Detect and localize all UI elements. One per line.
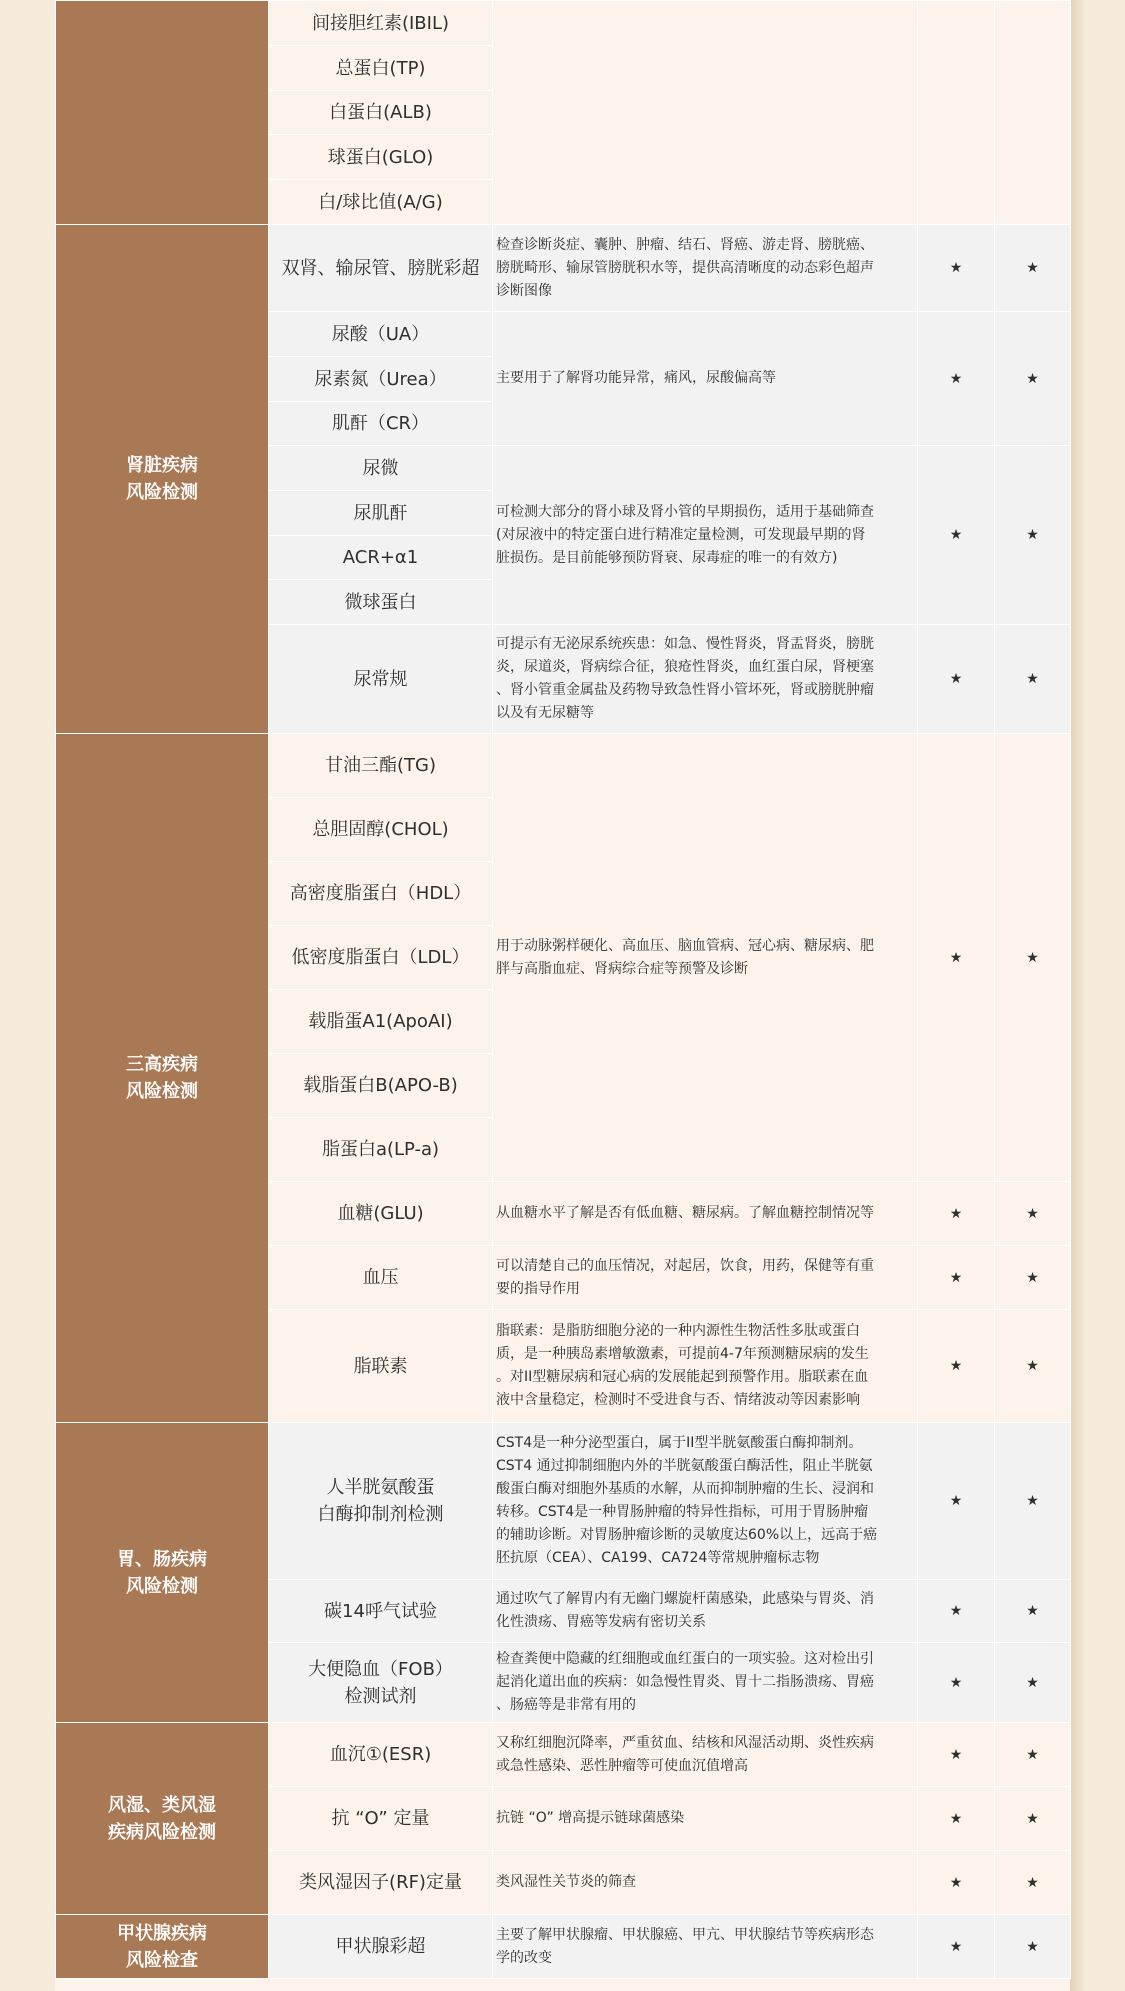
star-mark-col2: ★ <box>995 1851 1071 1915</box>
description-line: 或急性感染、恶性肿瘤等可使血沉值增高 <box>496 1757 748 1774</box>
description-line: 转移。CST4是一种胃肠肿瘤的特异性指标，可用于胃肠肿瘤 <box>496 1504 869 1520</box>
star-mark-col2: ★ <box>995 446 1071 625</box>
item-name: 总蛋白(TP) <box>335 57 426 79</box>
description-line: 抗链 “O” 增高提示链球菌感染 <box>496 1810 685 1826</box>
description-line: CST4是一种分泌型蛋白，属于II型半胱氨酸蛋白酶抑制剂。 <box>496 1435 863 1451</box>
description-line: 脂联素：是脂肪细胞分泌的一种内源性生物活性多肽或蛋白 <box>496 1323 860 1339</box>
item-name-cell <box>269 625 493 734</box>
description-cell <box>493 1851 918 1915</box>
item-name: 甘油三酯(TG) <box>325 755 436 776</box>
item-name-cell <box>269 1915 493 1979</box>
table-row <box>56 1 1071 46</box>
item-name: 低密度脂蛋白（LDL） <box>291 947 470 968</box>
item-name-cell <box>269 402 493 446</box>
star-mark-col1: ★ <box>918 1423 995 1580</box>
item-name-cell <box>269 225 493 312</box>
description-line: 检查粪便中隐藏的红细胞或血红蛋白的一项实验。这对检出引 <box>496 1651 874 1667</box>
category-label: 风险检查 <box>126 1949 198 1971</box>
description-line: 膀胱畸形、输尿管膀胱积水等，提供高清晰度的动态彩色超声 <box>496 259 874 276</box>
description-cell <box>493 1723 918 1787</box>
item-name: 大便隐血（FOB） <box>308 1658 453 1680</box>
star-mark-col1: ★ <box>918 446 995 625</box>
description-line: CST4 通过抑制细胞内外的半胱氨酸蛋白酶活性，阻止半胱氨 <box>496 1458 873 1474</box>
category-cell <box>56 1 269 225</box>
star-mark-col2 <box>995 1 1071 225</box>
category-cell <box>56 1423 269 1723</box>
item-name: 载脂蛋白B(APO-B) <box>303 1075 458 1096</box>
star-mark-col2: ★ <box>995 1643 1071 1723</box>
star-mark-col1: ★ <box>918 1182 995 1246</box>
star-mark-col2: ★ <box>995 1423 1071 1580</box>
item-name: 白/球比值(A/G) <box>318 191 443 213</box>
star-mark-col1: ★ <box>918 1851 995 1915</box>
star-mark-col2: ★ <box>995 225 1071 312</box>
sheet-edge-shadow <box>1070 0 1086 1991</box>
item-name-cell <box>269 312 493 357</box>
description-line: 又称红细胞沉降率，严重贫血、结核和风湿活动期、炎性疾病 <box>496 1734 874 1751</box>
description-cell <box>493 446 918 625</box>
category-label: 风湿、类风湿 <box>108 1794 216 1816</box>
item-name: 尿微 <box>362 457 399 479</box>
star-mark-col1: ★ <box>918 1723 995 1787</box>
star-mark-col1: ★ <box>918 1787 995 1851</box>
description-cell <box>493 1580 918 1643</box>
star-mark-col2: ★ <box>995 1246 1071 1310</box>
item-name: 双肾、输尿管、膀胱彩超 <box>281 257 480 279</box>
description-line: 液中含量稳定，检测时不受进食与否、情绪波动等因素影响 <box>496 1392 860 1408</box>
category-cell <box>56 225 269 734</box>
star-mark-col1: ★ <box>918 734 995 1182</box>
description-line: 起消化道出血的疾病：如急慢性胃炎、胃十二指肠溃疡、胃癌 <box>496 1674 874 1690</box>
description-line: (对尿液中的特定蛋白进行精准定量检测，可发现最早期的肾 <box>496 526 866 543</box>
table-row <box>56 1723 1071 1787</box>
item-name: 检测试剂 <box>344 1685 417 1707</box>
description-line: 可提示有无泌尿系统疾患：如急、慢性肾炎，肾盂肾炎，膀胱 <box>496 636 874 652</box>
item-name-cell <box>269 1118 493 1182</box>
description-cell <box>493 225 918 312</box>
description-line: 主要了解甲状腺瘤、甲状腺癌、甲亢、甲状腺结节等疾病形态 <box>496 1926 874 1943</box>
category-label: 甲状腺疾病 <box>117 1922 207 1944</box>
item-name-cell <box>269 1580 493 1643</box>
item-name: 人半胱氨酸蛋 <box>326 1477 435 1498</box>
item-name: 白酶抑制剂检测 <box>317 1504 444 1525</box>
item-name-cell <box>269 1643 493 1723</box>
description-cell <box>493 1643 918 1723</box>
star-mark-col2: ★ <box>995 1580 1071 1643</box>
item-name: 高密度脂蛋白（HDL） <box>289 883 472 904</box>
item-name: 碳14呼气试验 <box>324 1600 437 1622</box>
item-name: 脂蛋白a(LP-a) <box>321 1139 440 1160</box>
item-name-cell <box>269 1851 493 1915</box>
star-mark-col2: ★ <box>995 1915 1071 1979</box>
item-name: 血沉①(ESR) <box>329 1744 432 1765</box>
item-name: 微球蛋白 <box>344 591 417 613</box>
item-name: 间接胆红素(IBIL) <box>311 12 450 34</box>
description-line: 要的指导作用 <box>496 1280 580 1297</box>
item-name: 白蛋白(ALB) <box>329 102 432 123</box>
star-mark-col1: ★ <box>918 1580 995 1643</box>
star-mark-col1: ★ <box>918 1915 995 1979</box>
category-cell <box>56 734 269 1423</box>
description-line: 通过吹气了解胃内有无幽门螺旋杆菌感染，此感染与胃炎、消 <box>496 1591 874 1607</box>
item-name-cell <box>269 798 493 862</box>
description-line: 、肠癌等是非常有用的 <box>496 1697 636 1713</box>
item-name-cell <box>269 734 493 798</box>
description-line: 脏损伤。是目前能够预防肾衰、尿毒症的唯一的有效方) <box>496 549 838 566</box>
description-line: 化性溃疡、胃癌等发病有密切关系 <box>496 1614 706 1630</box>
table-row <box>56 1915 1071 1979</box>
item-name-cell <box>269 1054 493 1118</box>
star-mark-col2: ★ <box>995 734 1071 1182</box>
item-name-cell <box>269 990 493 1054</box>
description-cell <box>493 1246 918 1310</box>
item-name-cell <box>269 862 493 926</box>
table-row <box>56 225 1071 312</box>
item-name: 类风湿因子(RF)定量 <box>299 1872 462 1893</box>
description-line: 检查诊断炎症、囊肿、肿瘤、结石、肾癌、游走肾、膀胱癌、 <box>496 236 874 253</box>
item-name: 血压 <box>362 1267 399 1288</box>
description-line: 、肾小管重金属盐及药物导致急性肾小管坏死，肾或膀胱肿瘤 <box>496 682 874 698</box>
item-name: 尿肌酐 <box>353 502 408 524</box>
description-line: 。对II型糖尿病和冠心病的发展能起到预警作用。脂联素在血 <box>496 1369 869 1385</box>
item-name: 尿酸（UA） <box>331 323 430 345</box>
item-name-cell <box>269 1182 493 1246</box>
item-name: ACR+α1 <box>342 547 419 568</box>
item-name-cell <box>269 180 493 225</box>
item-name-cell <box>269 926 493 990</box>
category-label: 胃、肠疾病 <box>117 1548 207 1570</box>
description-line: 的辅助诊断。对胃肠肿瘤诊断的灵敏度达60%以上，远高于癌 <box>496 1527 878 1543</box>
description-line: 学的改变 <box>496 1949 552 1966</box>
category-label: 疾病风险检测 <box>108 1821 216 1843</box>
description-line: 可以清楚自己的血压情况，对起居，饮食，用药，保健等有重 <box>496 1257 874 1274</box>
description-cell <box>493 1787 918 1851</box>
description-cell <box>493 1310 918 1423</box>
item-name-cell <box>269 46 493 91</box>
item-name-cell <box>269 446 493 491</box>
item-name: 球蛋白(GLO) <box>327 146 434 168</box>
description-cell <box>493 1915 918 1979</box>
table-row <box>56 1423 1071 1580</box>
item-name-cell <box>269 357 493 402</box>
description-line: 酸蛋白酶对细胞外基质的水解，从而抑制肿瘤的生长、浸润和 <box>496 1481 874 1497</box>
description-cell <box>493 1182 918 1246</box>
item-name: 甲状腺彩超 <box>335 1936 426 1957</box>
description-line: 用于动脉粥样硬化、高血压、脑血管病、冠心病、糖尿病、肥 <box>496 937 874 954</box>
description-cell <box>493 312 918 446</box>
star-mark-col1 <box>918 1 995 225</box>
description-cell <box>493 1 918 225</box>
item-name-cell <box>269 91 493 135</box>
description-cell <box>493 1423 918 1580</box>
category-label: 肾脏疾病 <box>126 455 198 476</box>
star-mark-col1: ★ <box>918 1246 995 1310</box>
item-name: 脂联素 <box>353 1355 408 1377</box>
checkup-table-body <box>56 1 1071 1979</box>
description-line: 从血糖水平了解是否有低血糖、糖尿病。了解血糖控制情况等 <box>496 1205 874 1221</box>
star-mark-col1: ★ <box>918 625 995 734</box>
item-name-cell <box>269 1246 493 1310</box>
item-name: 血糖(GLU) <box>337 1203 424 1224</box>
description-line: 炎，尿道炎，肾病综合征，狼疮性肾炎，血红蛋白尿，肾梗塞 <box>496 659 874 675</box>
item-name: 抗 “O” 定量 <box>331 1808 430 1829</box>
item-name-cell <box>269 1423 493 1580</box>
item-name-cell <box>269 1723 493 1787</box>
star-mark-col2: ★ <box>995 1310 1071 1423</box>
checkup-items-table <box>55 0 1071 1979</box>
item-name-cell <box>269 580 493 625</box>
description-cell <box>493 734 918 1182</box>
item-name: 总胆固醇(CHOL) <box>312 819 449 840</box>
category-cell <box>56 1723 269 1915</box>
description-line: 可检测大部分的肾小球及肾小管的早期损伤，适用于基础筛查 <box>496 503 874 520</box>
star-mark-col2: ★ <box>995 312 1071 446</box>
star-mark-col1: ★ <box>918 1643 995 1723</box>
item-name-cell <box>269 1787 493 1851</box>
star-mark-col1: ★ <box>918 225 995 312</box>
star-mark-col2: ★ <box>995 1723 1071 1787</box>
category-label: 风险检测 <box>126 1081 198 1102</box>
star-mark-col2: ★ <box>995 1182 1071 1246</box>
description-line: 胚抗原（CEA）、CA199、CA724等常规肿瘤标志物 <box>496 1550 820 1566</box>
description-line: 诊断图像 <box>496 282 552 299</box>
category-label: 风险检测 <box>126 482 198 503</box>
star-mark-col1: ★ <box>918 1310 995 1423</box>
item-name: 尿常规 <box>353 668 408 690</box>
item-name: 肌酐（CR） <box>331 413 430 434</box>
description-line: 胖与高脂血症、肾病综合症等预警及诊断 <box>496 960 748 977</box>
description-line: 质，是一种胰岛素增敏激素，可提前4-7年预测糖尿病的发生 <box>496 1346 869 1362</box>
star-mark-col1: ★ <box>918 312 995 446</box>
description-cell <box>493 625 918 734</box>
star-mark-col2: ★ <box>995 625 1071 734</box>
category-cell <box>56 1915 269 1979</box>
table-row <box>56 734 1071 798</box>
item-name: 尿素氮（Urea） <box>314 368 447 390</box>
item-name-cell <box>269 1310 493 1423</box>
item-name-cell <box>269 536 493 580</box>
item-name-cell <box>269 1 493 46</box>
item-name-cell <box>269 135 493 180</box>
category-label: 三高疾病 <box>126 1054 198 1075</box>
item-name-cell <box>269 491 493 536</box>
item-name: 载脂蛋A1(ApoAI) <box>308 1011 453 1032</box>
star-mark-col2: ★ <box>995 1787 1071 1851</box>
category-label: 风险检测 <box>126 1575 198 1597</box>
description-line: 主要用于了解肾功能异常，痛风，尿酸偏高等 <box>496 370 776 386</box>
description-line: 类风湿性关节炎的筛查 <box>496 1874 636 1890</box>
description-line: 以及有无尿糖等 <box>496 705 594 721</box>
